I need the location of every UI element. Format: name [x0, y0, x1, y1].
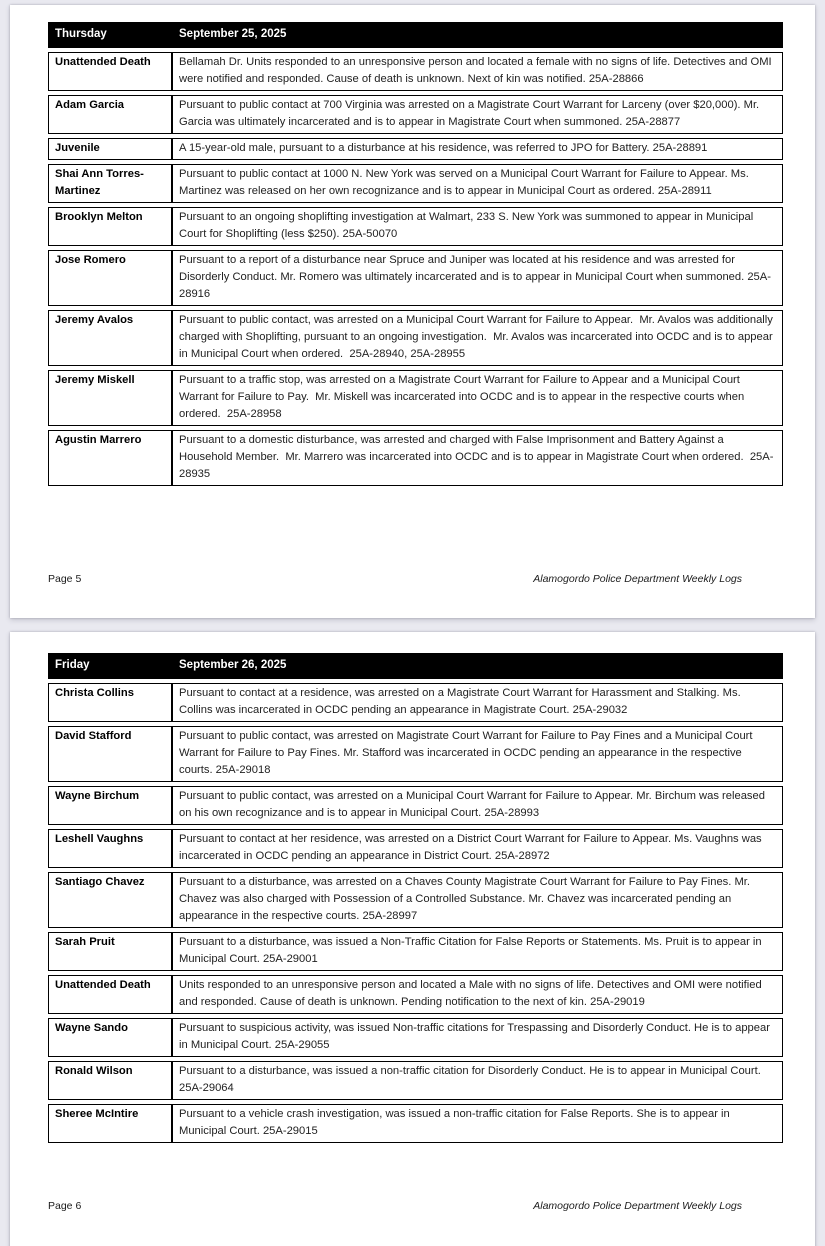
entry-name-cell: Jeremy Miskell	[48, 370, 172, 426]
entry-name-cell: Adam Garcia	[48, 95, 172, 134]
entry-name-cell: David Stafford	[48, 726, 172, 782]
entry-name-cell: Jeremy Avalos	[48, 310, 172, 366]
table-row	[48, 683, 783, 722]
page-footer	[48, 573, 742, 585]
entry-description-cell: Pursuant to a traffic stop, was arrested on a Magistrate Court Warrant for Failure to Appear and a Municipal Court Warrant for Failure to Pay. Mr. Miskell was incarcerated into OCDC and is to appear in the respective courts when ordered. 25A-28958	[172, 370, 783, 426]
entry-description-cell: A 15-year-old male, pursuant to a disturbance at his residence, was referred to JPO for Battery. 25A-28891	[172, 138, 783, 160]
footer-doc-title: Alamogordo Police Department Weekly Logs	[533, 573, 742, 585]
table-row	[48, 370, 783, 426]
table-header-row	[48, 653, 783, 679]
pdf-page-5	[10, 5, 815, 618]
daily-log-table-thursday	[48, 18, 783, 490]
table-header-row	[48, 22, 783, 48]
table-header-date: September 26, 2025	[172, 653, 783, 679]
table-header-day: Thursday	[48, 22, 172, 48]
entry-name-cell: Christa Collins	[48, 683, 172, 722]
entry-description-cell: Pursuant to a disturbance, was issued a Non-Traffic Citation for False Reports or Statements. Ms. Pruit is to appear in Municipal Court. 25A-29001	[172, 932, 783, 971]
table-row	[48, 1104, 783, 1143]
entry-description-cell: Pursuant to a disturbance, was arrested on a Chaves County Magistrate Court Warrant for Failure to Pay Fines. Mr. Chavez was also charged with Possession of a Controlled Substance. Mr. Chavez was incarcerated pending an appearance in the respective courts. 25A-28997	[172, 872, 783, 928]
table-row	[48, 207, 783, 246]
table-row	[48, 95, 783, 134]
table-header-day: Friday	[48, 653, 172, 679]
table-row	[48, 310, 783, 366]
pdf-page-6	[10, 632, 815, 1246]
entry-description-cell: Pursuant to suspicious activity, was issued Non-traffic citations for Trespassing and Disorderly Conduct. He is to appear in Municipal Court. 25A-29055	[172, 1018, 783, 1057]
entry-description-cell: Pursuant to public contact, was arrested on Magistrate Court Warrant for Failure to Pay Fines and a Municipal Court Warrant for Failure to Pay Fines. Mr. Stafford was incarcerated in OCDC pending an appearance in the respective courts. 25A-29018	[172, 726, 783, 782]
entry-name-cell: Wayne Sando	[48, 1018, 172, 1057]
entry-name-cell: Wayne Birchum	[48, 786, 172, 825]
footer-doc-title: Alamogordo Police Department Weekly Logs	[533, 1200, 742, 1212]
table-row	[48, 164, 783, 203]
entry-name-cell: Brooklyn Melton	[48, 207, 172, 246]
entry-description-cell: Pursuant to a domestic disturbance, was arrested and charged with False Imprisonment and Battery Against a Household Member. Mr. Marrero was incarcerated into OCDC and is to appear in Magistrate Court when ordered. 25A-28935	[172, 430, 783, 486]
entry-description-cell: Pursuant to an ongoing shoplifting investigation at Walmart, 233 S. New York was summoned to appear in Municipal Court for Shoplifting (less $250). 25A-50070	[172, 207, 783, 246]
entry-name-cell: Jose Romero	[48, 250, 172, 306]
entry-name-cell: Unattended Death	[48, 975, 172, 1014]
entry-name-cell: Juvenile	[48, 138, 172, 160]
entry-description-cell: Pursuant to a report of a disturbance near Spruce and Juniper was located at his residence and was arrested for Disorderly Conduct. Mr. Romero was ultimately incarcerated and is to appear in Municipal Court when summoned. 25A-28916	[172, 250, 783, 306]
table-row	[48, 430, 783, 486]
entry-description-cell: Pursuant to public contact at 1000 N. New York was served on a Municipal Court Warrant for Failure to Appear. Ms. Martinez was released on her own recognizance and is to appear in Municipal Court as ordered. 25A-28911	[172, 164, 783, 203]
table-header-date: September 25, 2025	[172, 22, 783, 48]
entry-name-cell: Sheree McIntire	[48, 1104, 172, 1143]
entry-name-cell: Santiago Chavez	[48, 872, 172, 928]
entry-description-cell: Pursuant to contact at a residence, was arrested on a Magistrate Court Warrant for Harassment and Stalking. Ms. Collins was incarcerated in OCDC pending an appearance in Magistrate Court. 25A-29032	[172, 683, 783, 722]
entry-description-cell: Pursuant to public contact at 700 Virginia was arrested on a Magistrate Court Warrant for Larceny (over $20,000). Mr. Garcia was ultimately incarcerated and is to appear in Magistrate Court when summoned. 25A-28877	[172, 95, 783, 134]
table-row	[48, 726, 783, 782]
entry-name-cell: Agustin Marrero	[48, 430, 172, 486]
table-row	[48, 52, 783, 91]
page-number: Page 6	[48, 1200, 82, 1212]
entry-name-cell: Sarah Pruit	[48, 932, 172, 971]
table-row	[48, 975, 783, 1014]
table-row	[48, 872, 783, 928]
table-row	[48, 1018, 783, 1057]
daily-log-table-friday	[48, 649, 783, 1147]
entry-description-cell: Pursuant to a disturbance, was issued a non-traffic citation for Disorderly Conduct. He is to appear in Municipal Court. 25A-29064	[172, 1061, 783, 1100]
table-row	[48, 250, 783, 306]
entry-name-cell: Leshell Vaughns	[48, 829, 172, 868]
entry-description-cell: Pursuant to a vehicle crash investigation, was issued a non-traffic citation for False Reports. She is to appear in Municipal Court. 25A-29015	[172, 1104, 783, 1143]
table-row	[48, 829, 783, 868]
table-row	[48, 932, 783, 971]
entry-description-cell: Pursuant to public contact, was arrested on a Municipal Court Warrant for Failure to Appear. Mr. Avalos was additionally charged with Shoplifting, pursuant to an ongoing investigation. Mr. Avalos was incarcerated into OCDC and is to appear in Municipal Court when ordered. 25A-28940, 25A-28955	[172, 310, 783, 366]
table-row	[48, 138, 783, 160]
page-number: Page 5	[48, 573, 82, 585]
entry-name-cell: Ronald Wilson	[48, 1061, 172, 1100]
table-row	[48, 786, 783, 825]
entry-description-cell: Pursuant to contact at her residence, was arrested on a District Court Warrant for Failure to Appear. Ms. Vaughns was incarcerated in OCDC pending an appearance in District Court. 25A-28972	[172, 829, 783, 868]
page-footer	[48, 1200, 742, 1212]
entry-description-cell: Units responded to an unresponsive person and located a Male with no signs of life. Detectives and OMI were notified and responded. Cause of death is unknown. Pending notification to the next of kin. 25A-29019	[172, 975, 783, 1014]
entry-name-cell: Shai Ann Torres-Martinez	[48, 164, 172, 203]
entry-name-cell: Unattended Death	[48, 52, 172, 91]
table-row	[48, 1061, 783, 1100]
entry-description-cell: Bellamah Dr. Units responded to an unresponsive person and located a female with no signs of life. Detectives and OMI were notified and responded. Cause of death is unknown. Next of kin was notified. 25A-28866	[172, 52, 783, 91]
entry-description-cell: Pursuant to public contact, was arrested on a Municipal Court Warrant for Failure to Appear. Mr. Birchum was released on his own recognizance and is to appear in Municipal Court. 25A-28993	[172, 786, 783, 825]
